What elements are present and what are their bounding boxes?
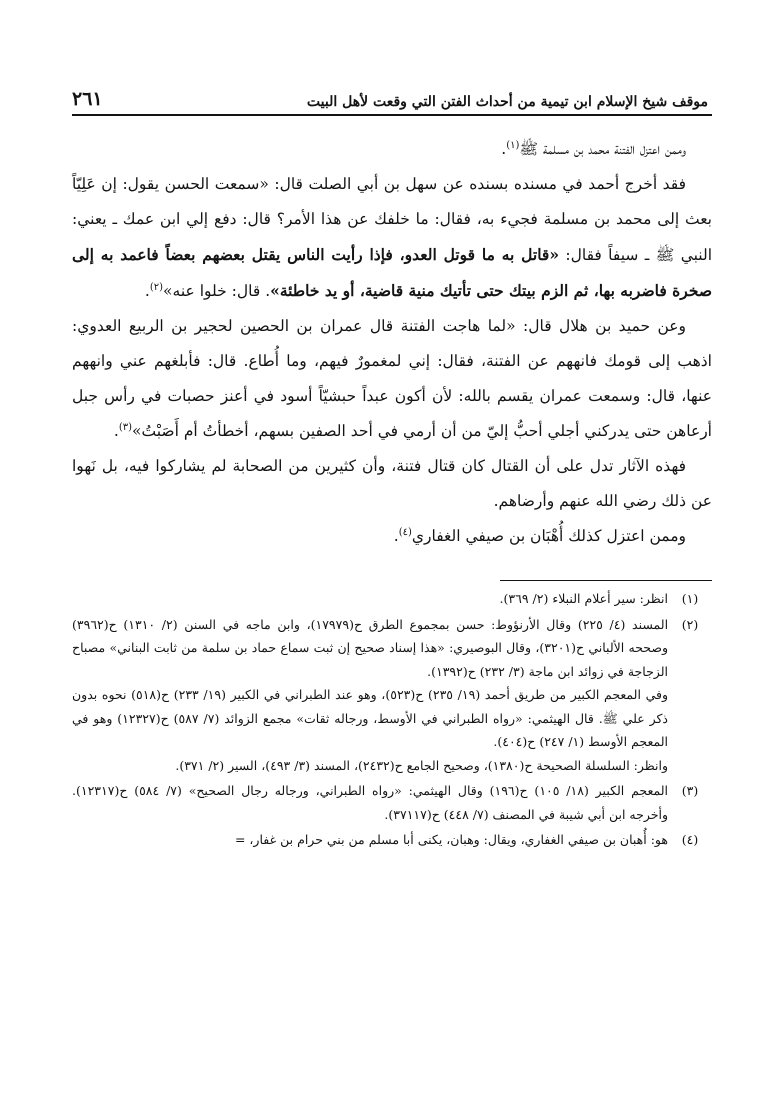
footnote-paragraph: المعجم الكبير (١٨/ ١٠٥) ح(١٩٦) وقال الهيثمي: «رواه الطبراني، ورجاله رجال الصحيح» (٧/ ٥٨٤) ح(١٢٣١٧). وأخرجه ابن أبي شيبة في المصنف (٧/ ٤٤٨) ح(٣٧١١٧). <box>72 783 669 822</box>
book-page <box>72 84 712 854</box>
paragraph-3-text: وعن حميد بن هلال قال: «لما هاجت الفتنة قال عمران بن الحصين لحجير بن الربيع العدوي: اذهب إلى قومك فانههم عن الفتنة، فقال: إني لمغمورٌ فيهم، وما أُطاع. قال: فأبلغهم عني وانههم عنها، قال: وسمعت عمران يقسم بالله: لأن أكون عبداً حبشيّاً أسود في أعنز حصبات في رأس جبل أرعاهن حتى يدركني أجلي أحبُّ إليّ من أن أرمي في أحد الصفين بسهم، أخطأتُ أم أَصَبْتُ» <box>72 317 712 440</box>
paragraph-2-text: فقد أخرج أحمد في مسنده بسنده عن سهل بن أبي الصلت قال: «سمعت الحسن يقول: إن عَلِيّاً بعث إلى محمد بن مسلمة فجيء به، فقال: ما خلفك عن هذا الأمر؟ قال: دفع إلي ابن عمك ـ يعني: النبي ﷺ ـ سيفاً فقال: <box>72 175 712 264</box>
footnote-number: (٤) <box>681 832 699 847</box>
footnote-1 <box>72 587 712 611</box>
footnote-2 <box>72 613 712 778</box>
footnote-paragraph: المسند (٤/ ٢٢٥) وقال الأرنؤوط: حسن بمجموع الطرق ح(١٧٩٧٩)، وابن ماجه في السنن (٢/ ١٣١٠) ح(٣٩٦٢) وصححه الألباني ح(٣٢٠١)، وقال البوصيري: «هذا إسناد صحيح إن ثبت سماع حماد بن سلمة من ثابت البناني» مصباح الزجاجة في زوائد ابن ماجة (٣/ ٢٣٢) ح(١٣٩٢). <box>72 616 669 679</box>
footnote-divider <box>500 580 712 581</box>
paragraph-2-tail: . قال: خلوا عنه» <box>163 282 271 300</box>
footnote-text <box>72 587 668 611</box>
footnote-4 <box>72 828 712 852</box>
footnote-ref-2: (٢) <box>149 281 164 293</box>
footnote-ref-3: (٣) <box>118 421 133 433</box>
paragraph-1 <box>72 132 712 167</box>
footnote-paragraph: انظر: سير أعلام النبلاء (٢/ ٣٦٩). <box>499 591 668 606</box>
footnote-paragraph: هو: أُهبان بن صيفي الغفاري، ويقال: وهبان، يكنى أبا مسلم من بني حرام بن غفار، = <box>234 832 668 847</box>
hadith-quote: «قاتل به ما قوتل العدو، فإذا رأيت الناس يقتل بعضهم بعضاً فاعمد به إلى صخرة فاضربه بها، ثم الزم بيتك حتى تأتيك منية قاضية، أو يد خاطئة» <box>72 245 712 300</box>
header-title: موقف شيخ الإسلام ابن تيمية من أحداث الفتن التي وقعت لأهل البيت <box>306 94 708 110</box>
paragraph-2 <box>72 167 712 309</box>
page-number: ٢٦١ <box>72 88 103 110</box>
paragraph-1-end: . <box>501 140 507 158</box>
footnote-text <box>72 779 668 826</box>
paragraph-5-text: وممن اعتزل كذلك أُهْبَان بن صيفي الغفاري <box>411 527 686 545</box>
footnote-number: (٢) <box>681 616 699 632</box>
footnotes <box>72 587 712 852</box>
footnote-paragraph: وفي المعجم الكبير من طريق أحمد (١٩/ ٢٣٥) ح(٥٢٣)، وهو عند الطبراني في الكبير (١٩/ ٢٣٣) ح(٥١٨) نحوه بدون ذكر علي ﷺ. قال الهيثمي: «رواه الطبراني في الأوسط، ورجاله ثقات» مجمع الزوائد (٧/ ٥٨٧) ح(١٢٣٢٧) وهو في المعجم الأوسط (١/ ٢٤٧) ح(٤٠٤). <box>72 687 669 749</box>
footnote-ref-4: (٤) <box>398 526 412 538</box>
footnote-paragraph: وانظر: السلسلة الصحيحة ح(١٣٨٠)، وصحيح الجامع ح(٢٤٣٢)، المسند (٣/ ٤٩٣)، السير (٢/ ٣٧١). <box>175 757 668 773</box>
footnote-number: (١) <box>681 591 699 606</box>
paragraph-3 <box>72 309 712 449</box>
footnote-text <box>72 828 668 852</box>
footnote-ref-1: (١) <box>506 139 520 151</box>
footnote-3 <box>72 779 712 826</box>
paragraph-4: فهذه الآثار تدل على أن القتال كان قتال فتنة، وأن كثيرين من الصحابة لم يشاركوا فيه، بل نَهوا عن ذلك رضي الله عنهم وأرضاهم. <box>72 457 712 510</box>
paragraph-5 <box>72 519 712 554</box>
paragraph-2-end: . <box>144 282 150 300</box>
footnote-number: (٣) <box>681 783 699 798</box>
running-header <box>72 84 712 116</box>
paragraph-5-end: . <box>393 527 399 545</box>
paragraph-1-text: وممن اعتزل الفتنة محمد بن مسلمة ﷺ <box>519 140 686 158</box>
paragraph-3-end: . <box>113 422 119 440</box>
footnote-text <box>72 613 668 778</box>
main-text <box>72 132 712 554</box>
